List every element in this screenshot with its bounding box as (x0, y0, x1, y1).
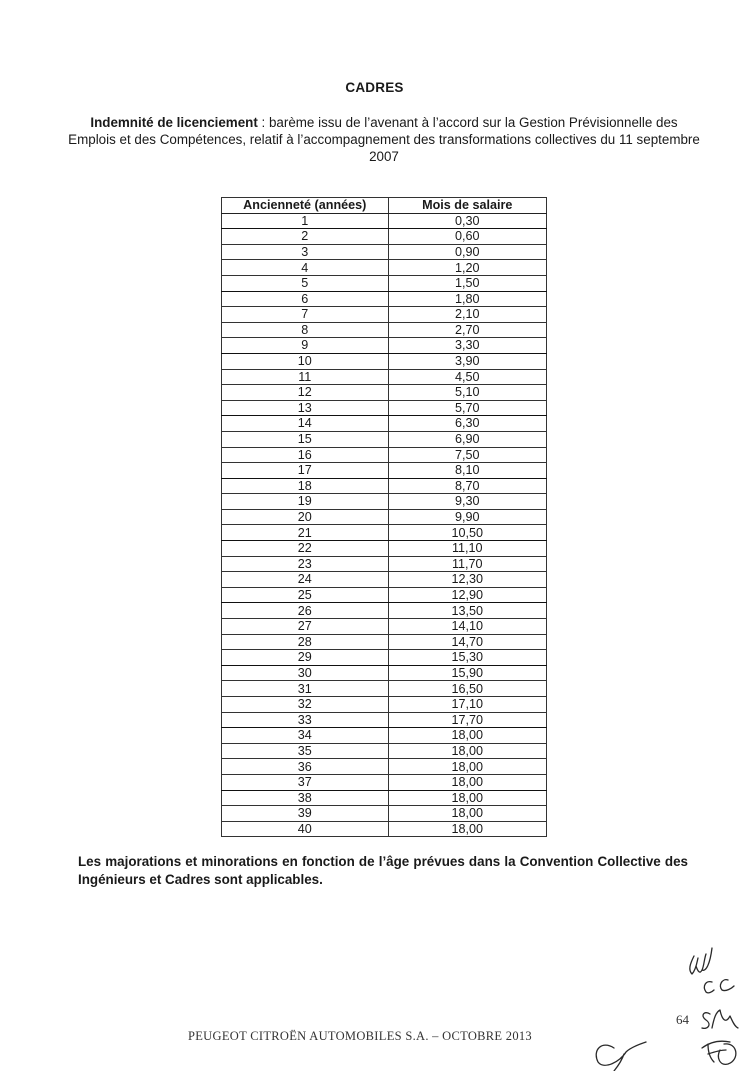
salary-months-cell: 2,10 (388, 307, 546, 323)
table-row (222, 509, 547, 525)
table-row (222, 447, 547, 463)
seniority-cell: 28 (222, 634, 389, 650)
table-row (222, 431, 547, 447)
footer-company: PEUGEOT CITROËN AUTOMOBILES S.A. – OCTOBRE 2013 (188, 1029, 532, 1043)
seniority-cell: 16 (222, 447, 389, 463)
seniority-cell: 33 (222, 712, 389, 728)
salary-months-cell: 15,90 (388, 665, 546, 681)
seniority-cell: 30 (222, 665, 389, 681)
seniority-cell: 23 (222, 556, 389, 572)
salary-months-cell: 5,10 (388, 385, 546, 401)
table-row (222, 759, 547, 775)
salary-months-cell: 15,30 (388, 650, 546, 666)
seniority-cell: 25 (222, 587, 389, 603)
table-row (222, 572, 547, 588)
table-row (222, 665, 547, 681)
table-row (222, 541, 547, 557)
seniority-cell: 14 (222, 416, 389, 432)
table-row (222, 275, 547, 291)
seniority-cell: 3 (222, 244, 389, 260)
salary-months-cell: 2,70 (388, 322, 546, 338)
table-row (222, 774, 547, 790)
seniority-cell: 13 (222, 400, 389, 416)
table-row (222, 712, 547, 728)
salary-months-cell: 8,70 (388, 478, 546, 494)
table-row (222, 416, 547, 432)
seniority-cell: 17 (222, 463, 389, 479)
table-row (222, 494, 547, 510)
seniority-cell: 2 (222, 229, 389, 245)
salary-months-cell: 1,20 (388, 260, 546, 276)
table-row (222, 650, 547, 666)
table-row (222, 728, 547, 744)
column-header-salary-months: Mois de salaire (388, 198, 546, 214)
seniority-cell: 35 (222, 743, 389, 759)
table-row (222, 478, 547, 494)
table-row (222, 369, 547, 385)
seniority-cell: 31 (222, 681, 389, 697)
table-row (222, 806, 547, 822)
seniority-cell: 8 (222, 322, 389, 338)
table-row (222, 260, 547, 276)
salary-months-cell: 12,30 (388, 572, 546, 588)
table-row (222, 587, 547, 603)
table-row (222, 681, 547, 697)
salary-months-cell: 12,90 (388, 587, 546, 603)
table-row (222, 353, 547, 369)
table-body (222, 213, 547, 837)
salary-months-cell: 5,70 (388, 400, 546, 416)
seniority-cell: 9 (222, 338, 389, 354)
seniority-cell: 10 (222, 353, 389, 369)
table-row (222, 634, 547, 650)
table-row (222, 213, 547, 229)
column-header-seniority: Ancienneté (années) (222, 198, 389, 214)
seniority-cell: 39 (222, 806, 389, 822)
table-row (222, 322, 547, 338)
salary-months-cell: 18,00 (388, 728, 546, 744)
seniority-cell: 37 (222, 774, 389, 790)
seniority-cell: 34 (222, 728, 389, 744)
page-title: CADRES (345, 80, 404, 95)
salary-months-cell: 18,00 (388, 806, 546, 822)
salary-months-cell: 4,50 (388, 369, 546, 385)
table-row (222, 400, 547, 416)
seniority-cell: 32 (222, 697, 389, 713)
salary-months-cell: 17,70 (388, 712, 546, 728)
table-row (222, 790, 547, 806)
salary-months-cell: 16,50 (388, 681, 546, 697)
seniority-cell: 11 (222, 369, 389, 385)
salary-months-cell: 0,90 (388, 244, 546, 260)
seniority-cell: 20 (222, 509, 389, 525)
salary-months-cell: 10,50 (388, 525, 546, 541)
intro-text: : barème issu de l’avenant à l’accord sur la Gestion Prévisionnelle des Emplois et des Compétences, relatif à l’accompagnement des transformations collectives du 11 septembre 2007 (68, 115, 700, 164)
table-row (222, 385, 547, 401)
table-row (222, 619, 547, 635)
table-row (222, 525, 547, 541)
seniority-cell: 5 (222, 275, 389, 291)
salary-months-cell: 6,30 (388, 416, 546, 432)
table-header-row (222, 198, 547, 214)
seniority-cell: 38 (222, 790, 389, 806)
seniority-cell: 26 (222, 603, 389, 619)
handwritten-initials-signature (580, 930, 749, 1071)
salary-months-cell: 0,30 (388, 213, 546, 229)
salary-months-cell: 3,30 (388, 338, 546, 354)
salary-months-cell: 18,00 (388, 774, 546, 790)
seniority-cell: 19 (222, 494, 389, 510)
seniority-cell: 12 (222, 385, 389, 401)
table-row (222, 821, 547, 837)
table-row (222, 743, 547, 759)
salary-months-cell: 18,00 (388, 743, 546, 759)
table-row (222, 556, 547, 572)
salary-months-cell: 0,60 (388, 229, 546, 245)
seniority-cell: 21 (222, 525, 389, 541)
seniority-cell: 6 (222, 291, 389, 307)
intro-paragraph (68, 114, 700, 165)
salary-months-cell: 3,90 (388, 353, 546, 369)
salary-months-cell: 14,70 (388, 634, 546, 650)
page-number: 64 (676, 1012, 689, 1027)
salary-months-cell: 8,10 (388, 463, 546, 479)
salary-months-cell: 13,50 (388, 603, 546, 619)
footnote: Les majorations et minorations en fonction de l’âge prévues dans la Convention Collective des Ingénieurs et Cadres sont applicables. (78, 854, 688, 887)
seniority-cell: 22 (222, 541, 389, 557)
salary-months-cell: 11,10 (388, 541, 546, 557)
table-row (222, 244, 547, 260)
salary-months-cell: 6,90 (388, 431, 546, 447)
table-row (222, 603, 547, 619)
salary-months-cell: 14,10 (388, 619, 546, 635)
table-row (222, 463, 547, 479)
salary-months-cell: 18,00 (388, 759, 546, 775)
indemnity-table (221, 197, 547, 837)
seniority-cell: 29 (222, 650, 389, 666)
salary-months-cell: 17,10 (388, 697, 546, 713)
salary-months-cell: 18,00 (388, 790, 546, 806)
table-row (222, 291, 547, 307)
salary-months-cell: 9,90 (388, 509, 546, 525)
seniority-cell: 24 (222, 572, 389, 588)
salary-months-cell: 11,70 (388, 556, 546, 572)
salary-months-cell: 1,50 (388, 275, 546, 291)
salary-months-cell: 18,00 (388, 821, 546, 837)
table-row (222, 697, 547, 713)
table-row (222, 307, 547, 323)
seniority-cell: 18 (222, 478, 389, 494)
seniority-cell: 40 (222, 821, 389, 837)
seniority-cell: 36 (222, 759, 389, 775)
salary-months-cell: 1,80 (388, 291, 546, 307)
seniority-cell: 15 (222, 431, 389, 447)
seniority-cell: 7 (222, 307, 389, 323)
salary-months-cell: 9,30 (388, 494, 546, 510)
intro-bold-term: Indemnité de licenciement (90, 115, 258, 130)
salary-months-cell: 7,50 (388, 447, 546, 463)
seniority-cell: 1 (222, 213, 389, 229)
seniority-cell: 27 (222, 619, 389, 635)
seniority-cell: 4 (222, 260, 389, 276)
table-row (222, 229, 547, 245)
table-row (222, 338, 547, 354)
